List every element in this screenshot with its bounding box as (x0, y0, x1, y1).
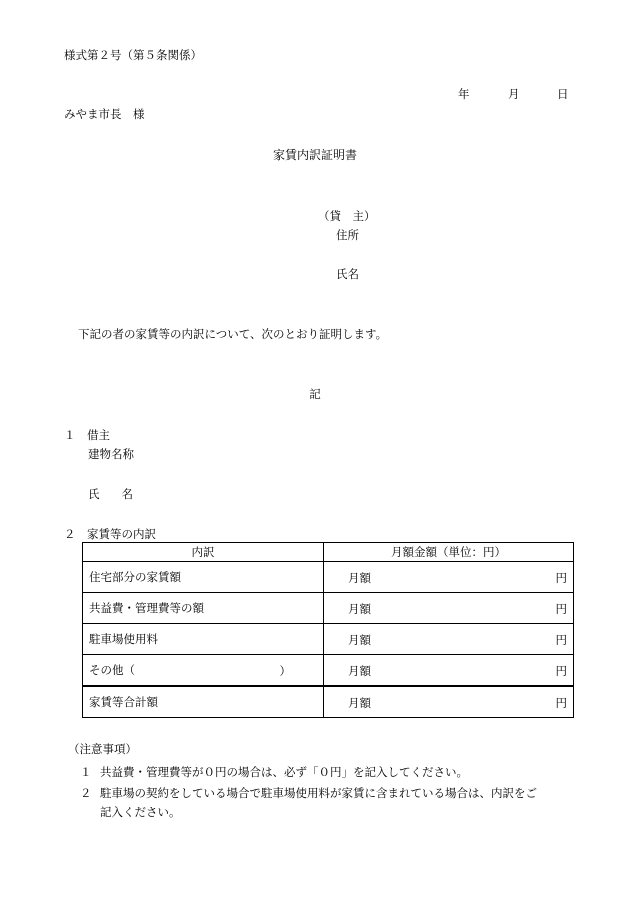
tenant-name-label (88, 486, 133, 502)
lessor-name-label: 氏名 (336, 267, 359, 281)
building-name-label: 建物名称 (88, 447, 134, 461)
date-day-label: 日 (557, 87, 569, 101)
note-text: 共益費・管理費等が０円の場合は、必ず「０円」を記入してください。 (100, 765, 468, 779)
table-row (83, 655, 574, 687)
intro-text: 下記の者の家賃等の内訳について、次のとおり証明します。 (78, 327, 388, 341)
rent-breakdown-table (82, 542, 574, 718)
addressee: みやま市長 様 (64, 107, 145, 121)
tenant-name-label-a: 氏 (88, 487, 100, 501)
header-amount: 月額金額（単位：円） (324, 543, 574, 562)
lessor-heading: （貸 主） (318, 209, 376, 223)
amount-unit: 円 (555, 696, 567, 710)
date-month-label: 月 (508, 87, 520, 101)
row-item: 共益費・管理費等の額 (83, 593, 324, 624)
note-item (80, 785, 537, 801)
lessor-address-label: 住所 (336, 228, 359, 242)
other-open: その他（ (89, 663, 135, 677)
ki-heading: 記 (309, 387, 321, 401)
amount-label: 月額 (348, 602, 371, 616)
note-number: ２ (80, 786, 92, 800)
note-text: 駐車場の契約をしている場合で駐車場使用料が家賃に含まれている場合は、内訳をご (100, 786, 537, 800)
section-rent-breakdown-title: ２ 家賃等の内訳 (64, 527, 156, 541)
note-item (80, 764, 468, 780)
table-header-row (83, 543, 574, 562)
row-item: 住宅部分の家賃額 (83, 562, 324, 593)
notes-heading: （注意事項） (68, 742, 137, 756)
table-row (83, 593, 574, 624)
date-year-label: 年 (458, 87, 470, 101)
form-number: 様式第２号（第５条関係） (64, 48, 202, 62)
section-borrower-title: １ 借主 (64, 428, 110, 442)
row-amount (324, 562, 574, 593)
row-amount (324, 593, 574, 624)
other-close: ） (279, 664, 291, 678)
amount-unit: 円 (555, 602, 567, 616)
note-number: １ (80, 765, 92, 779)
amount-unit: 円 (555, 571, 567, 585)
row-item-other (83, 655, 324, 687)
amount-label: 月額 (348, 664, 371, 678)
table-total-row (83, 686, 574, 718)
document-title: 家賃内訳証明書 (272, 148, 357, 162)
row-item: 駐車場使用料 (83, 624, 324, 655)
amount-unit: 円 (555, 633, 567, 647)
total-item: 家賃等合計額 (83, 686, 324, 718)
amount-label: 月額 (348, 571, 371, 585)
tenant-name-label-b: 名 (121, 487, 133, 501)
amount-unit: 円 (555, 664, 567, 678)
amount-label: 月額 (348, 633, 371, 647)
row-amount (324, 655, 574, 687)
row-amount (324, 624, 574, 655)
note-text-continued: 記入ください。 (100, 805, 181, 819)
table-row (83, 624, 574, 655)
amount-label: 月額 (348, 696, 371, 710)
total-amount (324, 686, 574, 718)
table-row (83, 562, 574, 593)
header-item: 内訳 (83, 543, 324, 562)
